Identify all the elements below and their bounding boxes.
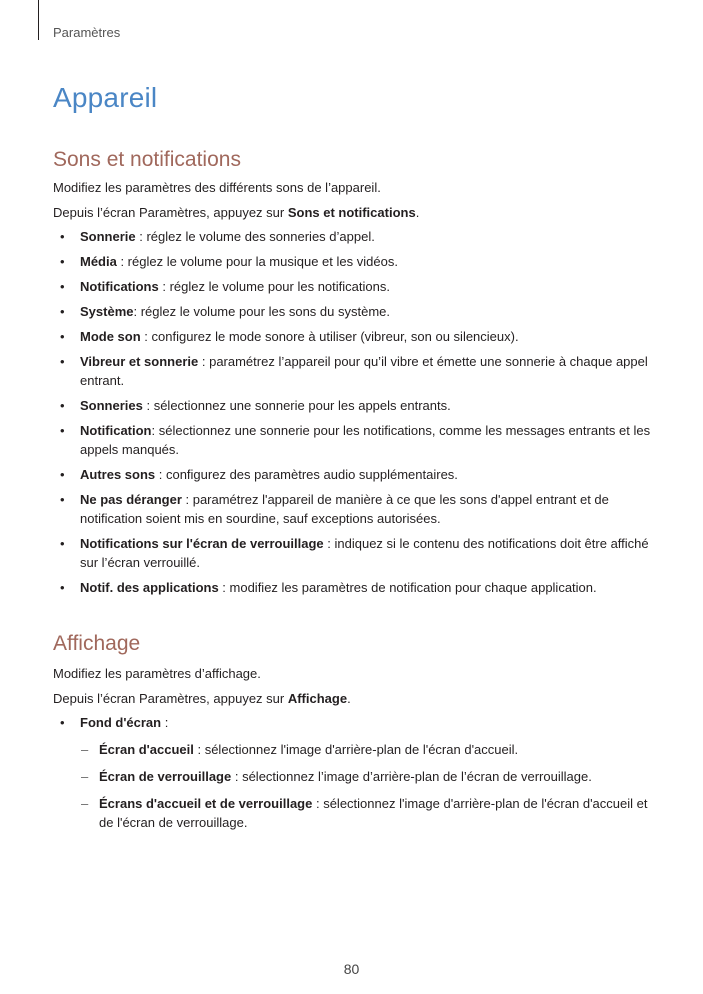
bullet-desc: : réglez le volume pour les notifications. xyxy=(158,279,390,294)
bullet-term: Notification xyxy=(80,423,152,438)
path-prefix: Depuis l’écran Paramètres, appuyez sur xyxy=(53,205,288,220)
bullet-term: Notifications xyxy=(80,279,159,294)
bullet-item-sonnerie xyxy=(53,227,653,246)
section-path-sons xyxy=(53,204,653,221)
bullet-icon: • xyxy=(60,354,65,369)
bullet-item-systeme xyxy=(53,302,653,321)
bullet-icon: • xyxy=(60,229,65,244)
bullet-term: Fond d'écran xyxy=(80,715,162,730)
path-menu-item: Sons et notifications xyxy=(287,205,416,220)
bullet-icon: • xyxy=(60,536,65,551)
sub-item-ecran-verrouillage xyxy=(53,767,653,786)
section-intro-sons: Modifiez les paramètres des différents sons de l’appareil. xyxy=(53,180,381,195)
sub-desc: : sélectionnez l’image d’arrière-plan de l’écran de verrouillage. xyxy=(231,769,592,784)
section-title-sons: Sons et notifications xyxy=(53,148,241,171)
bullet-item-ne-pas-deranger xyxy=(53,490,653,528)
path-suffix: . xyxy=(415,205,420,220)
bullet-desc: : réglez le volume pour la musique et les vidéos. xyxy=(116,254,398,269)
header-rule xyxy=(38,0,39,40)
bullet-desc: : paramétrez l’appareil pour qu’il vibre et émette une sonnerie à chaque appel entrant. xyxy=(80,354,648,388)
bullet-icon: • xyxy=(60,492,65,507)
dash-icon: – xyxy=(81,769,89,784)
bullet-desc: : configurez des paramètres audio supplémentaires. xyxy=(155,467,458,482)
bullet-list-sons xyxy=(53,227,653,597)
bullet-item-notif-applications xyxy=(53,578,653,597)
bullet-icon: • xyxy=(60,329,65,344)
sub-desc: : sélectionnez l'image d'arrière-plan de l'écran d'accueil. xyxy=(193,742,519,757)
sub-list-fond-ecran xyxy=(53,740,653,832)
sub-desc: : sélectionnez l'image d'arrière-plan de l'écran d'accueil et de l'écran de verrouillage. xyxy=(99,796,648,830)
section-intro-affichage: Modifiez les paramètres d’affichage. xyxy=(53,666,261,681)
bullet-term: Sonnerie xyxy=(80,229,136,244)
bullet-item-media xyxy=(53,252,653,271)
header-section-label: Paramètres xyxy=(53,25,121,40)
path-suffix: . xyxy=(347,691,351,706)
bullet-desc: : paramétrez l'appareil de manière à ce que les sons d'appel entrant et de notification soient mis en sourdine, sauf exceptions autorisées. xyxy=(80,492,609,526)
bullet-icon: • xyxy=(60,715,65,730)
bullet-desc: : sélectionnez une sonnerie pour les appels entrants. xyxy=(142,398,451,413)
bullet-desc: : sélectionnez une sonnerie pour les notifications, comme les messages entrants et les appels manqués. xyxy=(80,423,651,457)
section-sons xyxy=(53,148,653,597)
bullet-term: Mode son xyxy=(80,329,141,344)
sub-term: Écrans d'accueil et de verrouillage xyxy=(99,796,313,811)
dash-icon: – xyxy=(81,796,89,811)
bullet-item-notif-verrouillage xyxy=(53,534,653,572)
bullet-item-vibreur xyxy=(53,352,653,390)
page-title: Appareil xyxy=(53,82,158,113)
bullet-item-autres-sons xyxy=(53,465,653,484)
sub-item-ecrans-accueil-verrouillage xyxy=(53,794,653,832)
bullet-item-mode-son xyxy=(53,327,653,346)
bullet-icon: • xyxy=(60,580,65,595)
bullet-icon: • xyxy=(60,304,65,319)
bullet-desc: : réglez le volume pour les sons du système. xyxy=(133,304,390,319)
bullet-icon: • xyxy=(60,423,65,438)
bullet-term: Vibreur et sonnerie xyxy=(80,354,199,369)
bullet-desc: : configurez le mode sonore à utiliser (vibreur, son ou silencieux). xyxy=(140,329,519,344)
bullet-item-fond-ecran xyxy=(53,713,653,732)
bullet-icon: • xyxy=(60,279,65,294)
bullet-term: Notif. des applications xyxy=(80,580,219,595)
bullet-desc: : xyxy=(161,715,169,730)
page-number: 80 xyxy=(343,961,360,977)
bullet-term: Ne pas déranger xyxy=(80,492,182,507)
bullet-icon: • xyxy=(60,398,65,413)
bullet-desc: : réglez le volume des sonneries d’appel. xyxy=(135,229,375,244)
bullet-term: Notifications sur l'écran de verrouillage xyxy=(80,536,324,551)
dash-icon: – xyxy=(81,742,89,757)
section-affichage xyxy=(53,632,653,832)
bullet-term: Autres sons xyxy=(80,467,156,482)
bullet-icon: • xyxy=(60,467,65,482)
bullet-item-notifications xyxy=(53,277,653,296)
section-title-affichage: Affichage xyxy=(53,632,141,655)
bullet-icon: • xyxy=(60,254,65,269)
path-prefix: Depuis l’écran Paramètres, appuyez sur xyxy=(53,691,288,706)
bullet-term: Média xyxy=(80,254,117,269)
path-menu-item: Affichage xyxy=(287,691,348,706)
sub-item-ecran-accueil xyxy=(53,740,653,759)
bullet-item-notification xyxy=(53,421,653,459)
sub-term: Écran de verrouillage xyxy=(99,769,232,784)
bullet-term: Sonneries xyxy=(80,398,143,413)
section-path-affichage xyxy=(53,690,653,707)
sub-term: Écran d'accueil xyxy=(99,742,194,757)
bullet-item-sonneries xyxy=(53,396,653,415)
bullet-list-affichage xyxy=(53,713,653,732)
bullet-desc: : indiquez si le contenu des notifications doit être affiché sur l’écran verrouillé. xyxy=(80,536,649,570)
bullet-desc: : modifiez les paramètres de notification pour chaque application. xyxy=(218,580,597,595)
bullet-term: Système xyxy=(80,304,134,319)
